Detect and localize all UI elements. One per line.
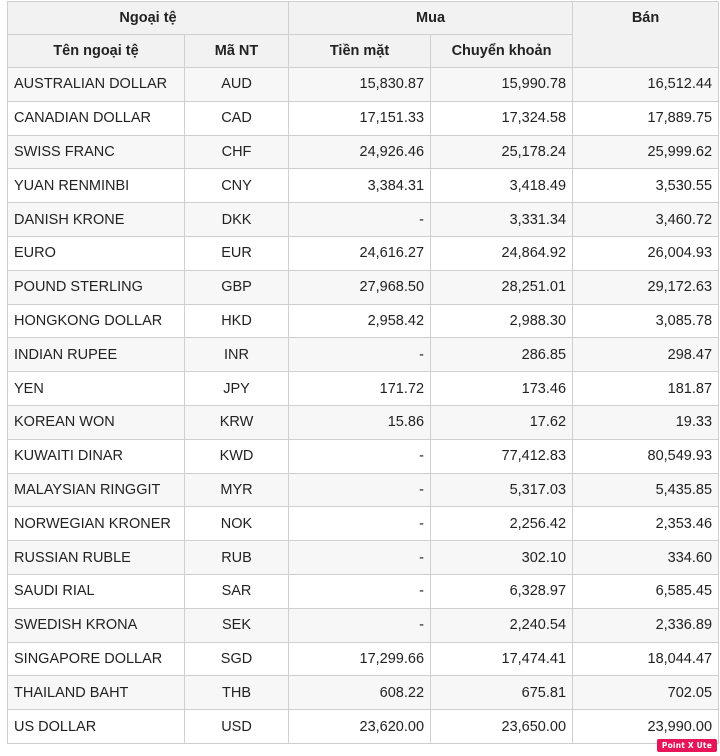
cash-buy-cell: 3,384.31 xyxy=(289,169,431,203)
currency-code-cell: THB xyxy=(185,676,289,710)
cash-buy-cell: - xyxy=(289,608,431,642)
table-row xyxy=(8,270,719,304)
currency-name-cell: POUND STERLING xyxy=(8,270,185,304)
currency-name-cell: RUSSIAN RUBLE xyxy=(8,541,185,575)
table-row xyxy=(8,135,719,169)
transfer-buy-cell: 2,240.54 xyxy=(431,608,573,642)
table-row xyxy=(8,710,719,744)
header-currency-group: Ngoại tệ xyxy=(8,2,289,35)
header-cash: Tiền mặt xyxy=(289,35,431,68)
header-transfer: Chuyển khoản xyxy=(431,35,573,68)
currency-name-cell: YUAN RENMINBI xyxy=(8,169,185,203)
table-row xyxy=(8,68,719,102)
cash-buy-cell: - xyxy=(289,507,431,541)
cash-buy-cell: 171.72 xyxy=(289,372,431,406)
transfer-buy-cell: 15,990.78 xyxy=(431,68,573,102)
transfer-buy-cell: 3,331.34 xyxy=(431,203,573,237)
transfer-buy-cell: 302.10 xyxy=(431,541,573,575)
transfer-buy-cell: 6,328.97 xyxy=(431,574,573,608)
currency-name-cell: SINGAPORE DOLLAR xyxy=(8,642,185,676)
watermark-badge: Point X Ute xyxy=(657,739,717,752)
sell-cell: 334.60 xyxy=(573,541,719,575)
cash-buy-cell: 24,926.46 xyxy=(289,135,431,169)
currency-code-cell: SGD xyxy=(185,642,289,676)
table-row xyxy=(8,304,719,338)
sell-cell: 702.05 xyxy=(573,676,719,710)
table-header xyxy=(8,2,719,68)
sell-cell: 19.33 xyxy=(573,405,719,439)
currency-code-cell: GBP xyxy=(185,270,289,304)
transfer-buy-cell: 2,256.42 xyxy=(431,507,573,541)
currency-code-cell: CAD xyxy=(185,101,289,135)
currency-code-cell: RUB xyxy=(185,541,289,575)
currency-name-cell: US DOLLAR xyxy=(8,710,185,744)
currency-name-cell: MALAYSIAN RINGGIT xyxy=(8,473,185,507)
currency-code-cell: MYR xyxy=(185,473,289,507)
sell-cell: 80,549.93 xyxy=(573,439,719,473)
transfer-buy-cell: 17,474.41 xyxy=(431,642,573,676)
currency-code-cell: JPY xyxy=(185,372,289,406)
cash-buy-cell: 15,830.87 xyxy=(289,68,431,102)
table-row xyxy=(8,439,719,473)
sell-cell: 16,512.44 xyxy=(573,68,719,102)
sell-cell: 298.47 xyxy=(573,338,719,372)
table-row xyxy=(8,101,719,135)
table-row xyxy=(8,473,719,507)
transfer-buy-cell: 28,251.01 xyxy=(431,270,573,304)
currency-code-cell: NOK xyxy=(185,507,289,541)
table-row xyxy=(8,642,719,676)
sell-cell: 181.87 xyxy=(573,372,719,406)
table-row xyxy=(8,608,719,642)
cash-buy-cell: 608.22 xyxy=(289,676,431,710)
currency-name-cell: KOREAN WON xyxy=(8,405,185,439)
sell-cell: 6,585.45 xyxy=(573,574,719,608)
currency-code-cell: USD xyxy=(185,710,289,744)
currency-name-cell: SWEDISH KRONA xyxy=(8,608,185,642)
currency-name-cell: HONGKONG DOLLAR xyxy=(8,304,185,338)
currency-name-cell: KUWAITI DINAR xyxy=(8,439,185,473)
transfer-buy-cell: 3,418.49 xyxy=(431,169,573,203)
currency-name-cell: SWISS FRANC xyxy=(8,135,185,169)
transfer-buy-cell: 286.85 xyxy=(431,338,573,372)
header-buy-group: Mua xyxy=(289,2,573,35)
cash-buy-cell: 17,299.66 xyxy=(289,642,431,676)
transfer-buy-cell: 675.81 xyxy=(431,676,573,710)
currency-code-cell: HKD xyxy=(185,304,289,338)
currency-name-cell: THAILAND BAHT xyxy=(8,676,185,710)
currency-code-cell: DKK xyxy=(185,203,289,237)
header-sell: Bán xyxy=(573,2,719,68)
transfer-buy-cell: 5,317.03 xyxy=(431,473,573,507)
currency-name-cell: INDIAN RUPEE xyxy=(8,338,185,372)
cash-buy-cell: - xyxy=(289,541,431,575)
transfer-buy-cell: 25,178.24 xyxy=(431,135,573,169)
cash-buy-cell: 17,151.33 xyxy=(289,101,431,135)
table-row xyxy=(8,676,719,710)
sell-cell: 23,990.00 xyxy=(573,710,719,744)
table-row xyxy=(8,541,719,575)
table-row xyxy=(8,169,719,203)
cash-buy-cell: 15.86 xyxy=(289,405,431,439)
transfer-buy-cell: 77,412.83 xyxy=(431,439,573,473)
cash-buy-cell: 24,616.27 xyxy=(289,236,431,270)
cash-buy-cell: 23,620.00 xyxy=(289,710,431,744)
table-row xyxy=(8,203,719,237)
transfer-buy-cell: 2,988.30 xyxy=(431,304,573,338)
sell-cell: 17,889.75 xyxy=(573,101,719,135)
currency-code-cell: SAR xyxy=(185,574,289,608)
cash-buy-cell: - xyxy=(289,574,431,608)
header-group-row xyxy=(8,2,719,35)
currency-code-cell: EUR xyxy=(185,236,289,270)
table-row xyxy=(8,236,719,270)
cash-buy-cell: - xyxy=(289,203,431,237)
sell-cell: 2,336.89 xyxy=(573,608,719,642)
currency-code-cell: KRW xyxy=(185,405,289,439)
cash-buy-cell: 2,958.42 xyxy=(289,304,431,338)
header-currency-code: Mã NT xyxy=(185,35,289,68)
currency-code-cell: AUD xyxy=(185,68,289,102)
transfer-buy-cell: 173.46 xyxy=(431,372,573,406)
table-body xyxy=(8,68,719,744)
transfer-buy-cell: 17,324.58 xyxy=(431,101,573,135)
cash-buy-cell: - xyxy=(289,338,431,372)
cash-buy-cell: 27,968.50 xyxy=(289,270,431,304)
currency-name-cell: SAUDI RIAL xyxy=(8,574,185,608)
currency-code-cell: CHF xyxy=(185,135,289,169)
transfer-buy-cell: 24,864.92 xyxy=(431,236,573,270)
currency-code-cell: INR xyxy=(185,338,289,372)
header-currency-name: Tên ngoại tệ xyxy=(8,35,185,68)
currency-name-cell: DANISH KRONE xyxy=(8,203,185,237)
currency-name-cell: CANADIAN DOLLAR xyxy=(8,101,185,135)
sell-cell: 3,085.78 xyxy=(573,304,719,338)
sell-cell: 18,044.47 xyxy=(573,642,719,676)
sell-cell: 2,353.46 xyxy=(573,507,719,541)
currency-code-cell: KWD xyxy=(185,439,289,473)
table-row xyxy=(8,507,719,541)
table-row xyxy=(8,338,719,372)
currency-name-cell: YEN xyxy=(8,372,185,406)
transfer-buy-cell: 23,650.00 xyxy=(431,710,573,744)
currency-name-cell: EURO xyxy=(8,236,185,270)
currency-name-cell: NORWEGIAN KRONER xyxy=(8,507,185,541)
sell-cell: 3,460.72 xyxy=(573,203,719,237)
table-row xyxy=(8,405,719,439)
exchange-rate-table xyxy=(7,1,719,744)
currency-code-cell: CNY xyxy=(185,169,289,203)
sell-cell: 25,999.62 xyxy=(573,135,719,169)
transfer-buy-cell: 17.62 xyxy=(431,405,573,439)
currency-code-cell: SEK xyxy=(185,608,289,642)
table-row xyxy=(8,574,719,608)
cash-buy-cell: - xyxy=(289,439,431,473)
sell-cell: 3,530.55 xyxy=(573,169,719,203)
sell-cell: 5,435.85 xyxy=(573,473,719,507)
currency-name-cell: AUSTRALIAN DOLLAR xyxy=(8,68,185,102)
sell-cell: 29,172.63 xyxy=(573,270,719,304)
table-row xyxy=(8,372,719,406)
sell-cell: 26,004.93 xyxy=(573,236,719,270)
cash-buy-cell: - xyxy=(289,473,431,507)
